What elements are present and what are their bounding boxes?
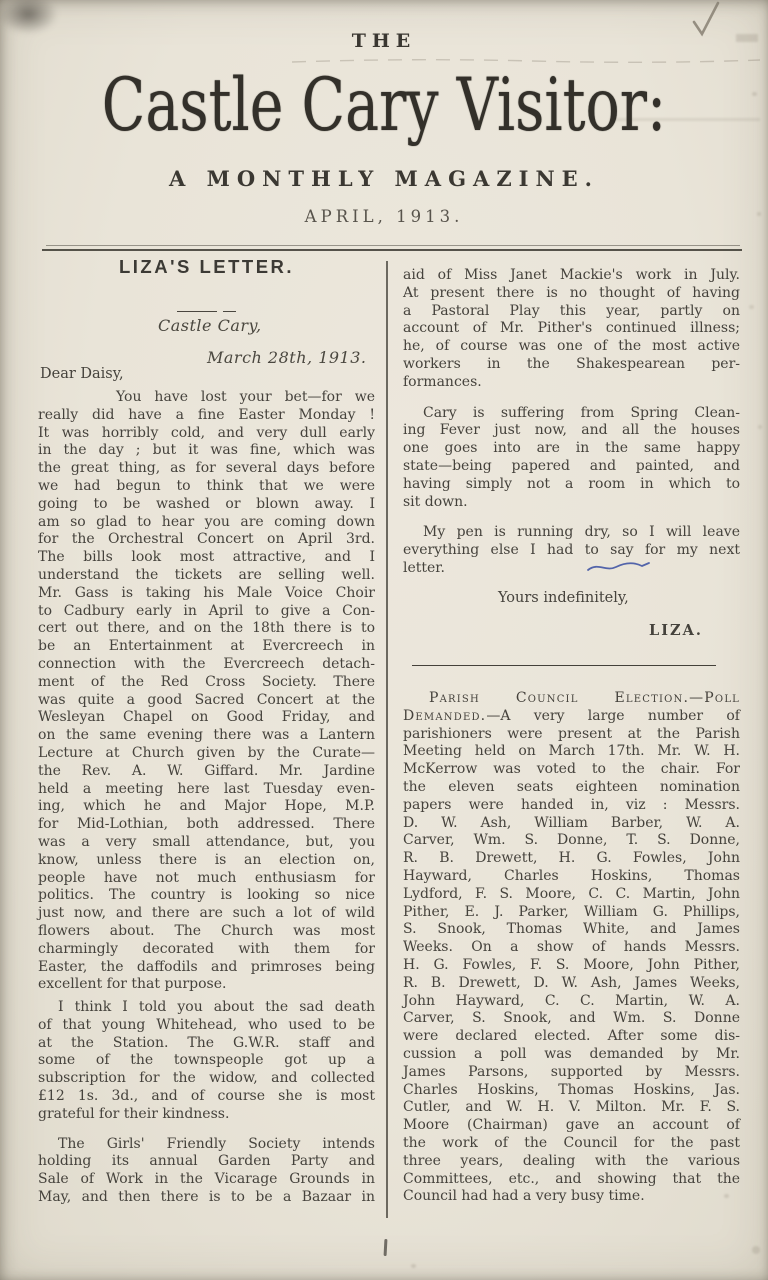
text-line: know, unless there is an election on,	[38, 851, 375, 868]
text-line: ment of the Red Cross Society. There	[38, 673, 375, 690]
text-line: understand the tickets are selling well.	[38, 566, 375, 583]
show-through-speck	[411, 1264, 416, 1268]
text-line: one goes into are in the same happy	[403, 440, 740, 457]
text-line: Committees, etc., and showing that the	[403, 1170, 740, 1187]
text-line: state—being papered and painted, and	[403, 457, 740, 474]
text-line: really did have a fine Easter Monday !	[38, 406, 375, 423]
text-line: for the Orchestral Concert on April 3rd.	[38, 531, 375, 548]
text-line: charmingly decorated with them for	[38, 940, 375, 957]
small-caps-text: Parish Council Election.—Poll	[429, 690, 740, 706]
text-line: Wesleyan Chapel on Good Friday, and	[38, 709, 375, 726]
text-line: papers were handed in, viz : Messrs.	[403, 796, 740, 813]
text-line: he, of course was one of the most active	[403, 338, 740, 355]
text-line: James Parsons, supported by Messrs.	[403, 1063, 740, 1080]
text-line: Cary is suffering from Spring Clean-	[423, 404, 740, 421]
text-line	[403, 690, 740, 708]
masthead-rule-thick	[42, 249, 742, 251]
text-line: going to be washed or blown away. I	[38, 495, 375, 512]
masthead-rule-thin	[46, 245, 740, 246]
column-divider	[386, 261, 388, 1218]
article-heading-lizas-letter: LIZA'S LETTER.	[118, 256, 295, 277]
text-line: Carver, Wm. S. Donne, T. S. Donne,	[403, 832, 740, 849]
text-line: just now, and there are such a lot of wild	[38, 905, 375, 922]
text-line: Easter, the daffodils and primroses being	[38, 958, 375, 975]
text-line: flowers about. The Church was most	[38, 922, 375, 939]
text-line: grateful for their kindness.	[38, 1105, 230, 1122]
text-line: we had begun to think that we were	[38, 477, 375, 494]
text-line: the great thing, as for several days before	[38, 460, 375, 477]
paragraph	[38, 1136, 375, 1207]
text-line: Carver, S. Snook, and Wm. S. Donne	[403, 1010, 740, 1027]
issue-date: APRIL, 1913.	[304, 207, 464, 226]
text-line: Lydford, F. S. Moore, C. C. Martin, John	[403, 885, 740, 902]
text-line: May, and then there is to be a Bazaar in	[38, 1189, 375, 1206]
letter-place-line: Castle Cary,	[158, 316, 262, 335]
right-column-letter-body	[403, 267, 740, 578]
text-line: £12 1s. 3d., and of course she is most	[38, 1088, 375, 1105]
text-line: at the Station. The G.W.R. staff and	[38, 1034, 375, 1051]
paragraph	[403, 524, 740, 577]
text-line: subscription for the widow, and collected	[38, 1070, 375, 1087]
text-line: letter.	[403, 559, 445, 576]
text-line: sit down.	[403, 493, 468, 510]
text-line: The bills look most attractive, and I	[38, 549, 375, 566]
text-line: the work of the Council for the past	[403, 1134, 740, 1151]
letter-date-line: March 28th, 1913.	[207, 348, 367, 367]
section-divider-rule	[412, 665, 716, 666]
text-line: At present there is no thought of having	[403, 284, 740, 301]
text-line: The Girls' Friendly Society intends	[58, 1135, 375, 1152]
text-line: John Hayward, C. C. Martin, W. A.	[403, 992, 740, 1009]
text-line: the eleven seats eighteen nomination	[403, 778, 740, 795]
letter-valediction: Yours indefinitely,	[498, 590, 629, 606]
dash-long	[177, 311, 217, 312]
text-line: be an Entertainment at Evercreech in	[38, 638, 375, 655]
text-line: Charles Hoskins, Thomas Hoskins, Jas.	[403, 1081, 740, 1098]
text-line: was a very small attendance, but, you	[38, 833, 375, 850]
magazine-pretitle: THE	[351, 30, 417, 52]
text-line: Meeting held on March 17th. Mr. W. H.	[403, 743, 740, 760]
text-line: holding its annual Garden Party and	[38, 1153, 375, 1170]
text-line: was quite a good Sacred Concert at the	[38, 691, 375, 708]
text-line: held a meeting here last Tuesday even-	[38, 780, 375, 797]
text-line: R. B. Drewett, D. W. Ash, James Weeks,	[403, 974, 740, 991]
text-line: of that young Whitehead, who used to be	[38, 1016, 375, 1033]
text-line: S. Snook, Thomas White, and James	[403, 921, 740, 938]
text-line: everything else I had to say for my next	[403, 542, 740, 559]
text-line: Lecture at Church given by the Curate—	[38, 744, 375, 761]
text-line: having simply not a room in which to	[403, 475, 740, 492]
text-line: D. W. Ash, William Barber, W. A.	[403, 814, 740, 831]
text-line: Moore (Chairman) gave an account of	[403, 1117, 740, 1134]
text-line: Pither, E. J. Parker, William G. Phillips,	[403, 903, 740, 920]
text-line: My pen is running dry, so I will leave	[423, 524, 740, 541]
text-line: cert out there, and on the 18th there is to	[38, 620, 375, 637]
text-line: were declared elected. After some dis-	[403, 1028, 740, 1045]
text-line: politics. The country is looking so nice	[38, 887, 375, 904]
text-line: a Pastoral Play this year, partly on	[403, 302, 740, 319]
text-line: aid of Miss Janet Mackie's work in July.	[403, 267, 740, 283]
text-line: R. B. Drewett, H. G. Fowles, John	[403, 850, 740, 867]
show-through-speck	[758, 425, 762, 429]
column-divider-tail-mark	[384, 1239, 387, 1256]
text-line: It was horribly cold, and very dull early	[38, 424, 375, 441]
text-line: connection with the Evercreech detach-	[38, 655, 375, 672]
text-line: parishioners were present at the Parish	[403, 725, 740, 742]
text-line: excellent for that purpose.	[38, 976, 227, 993]
small-caps-text: Demanded.	[403, 707, 487, 724]
text-line: account of Mr. Pither's continued illness;	[403, 320, 740, 337]
text-line: Sale of Work in the Vicarage Grounds in	[38, 1171, 375, 1188]
text-line: three years, dealing with the various	[403, 1152, 740, 1169]
text-line: for Mid-Lothian, both addressed. There	[38, 816, 375, 833]
paragraph	[403, 405, 740, 512]
show-through-speck	[749, 305, 754, 309]
text-line: to Cadbury early in April to give a Con-	[38, 602, 375, 619]
left-column-body	[38, 389, 375, 1207]
blue-pen-squiggle	[586, 558, 652, 576]
paragraph	[403, 690, 740, 1206]
text-line: some of the townspeople got up a	[38, 1052, 375, 1069]
text-line: am so glad to hear you are coming down	[38, 513, 375, 530]
letter-signature: LIZA.	[649, 622, 703, 639]
text-line: Council had had a very busy time.	[403, 1188, 645, 1205]
text-line: the Rev. A. W. Giffard. Mr. Jardine	[38, 762, 375, 779]
dash-short	[223, 311, 236, 312]
paragraph	[403, 267, 740, 392]
paragraph	[38, 999, 375, 1124]
text-line: McKerrow was voted to the chair. For	[403, 761, 740, 778]
magazine-subtitle: A MONTHLY MAGAZINE.	[169, 166, 599, 191]
text-line: Cutler, and W. H. V. Milton. Mr. F. S.	[403, 1099, 740, 1116]
text-line: cussion a poll was demanded by Mr.	[403, 1045, 740, 1062]
text-line: Mr. Gass is taking his Male Voice Choir	[38, 584, 375, 601]
text-line: workers in the Shakespearean per-	[403, 355, 740, 372]
text-line: ing, which he and Major Hope, M.P.	[38, 798, 375, 815]
text-line: ing Fever just now, and all the houses	[403, 422, 740, 439]
text-line: Weeks. On a show of hands Messrs.	[403, 939, 740, 956]
text-line: on the same evening there was a Lantern	[38, 727, 375, 744]
text-line: Demanded.—A very large number of	[403, 707, 740, 724]
letter-salutation: Dear Daisy,	[40, 366, 124, 382]
magazine-title: Castle Cary Visitor:	[101, 63, 667, 148]
text-line: H. G. Fowles, F. S. Moore, John Pither,	[403, 956, 740, 973]
text-line: people have not much enthusiasm for	[38, 869, 375, 886]
text-line: Hayward, Charles Hoskins, Thomas	[403, 867, 740, 884]
text-line: I think I told you about the sad death	[58, 999, 375, 1016]
text-line: formances.	[403, 373, 482, 390]
paragraph	[38, 389, 375, 994]
text-line: in the day ; but it was fine, which was	[38, 442, 375, 459]
show-through-speck	[752, 1246, 760, 1254]
text-line: You have lost your bet—for we	[116, 389, 375, 405]
parish-council-article	[403, 690, 740, 1206]
